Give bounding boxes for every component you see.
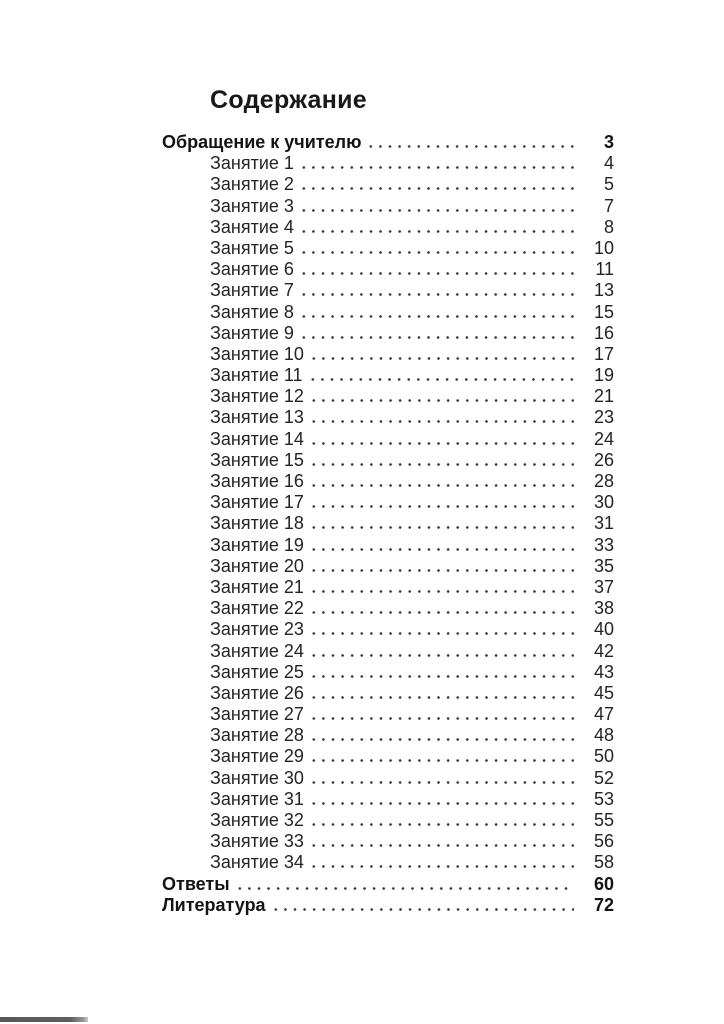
toc-entry-row [162, 238, 614, 259]
dot-leader [309, 357, 574, 360]
dot-leader [309, 590, 574, 593]
toc-entry-page: 50 [593, 746, 614, 767]
toc-entry-label: Занятие 1 [210, 153, 294, 174]
dot-leader [309, 611, 574, 614]
toc-entry-row [162, 852, 614, 873]
toc-entry-page: 31 [593, 513, 614, 534]
toc-entry-row [162, 386, 614, 407]
toc-entry-page: 11 [595, 259, 614, 280]
toc-entry-label: Занятие 10 [210, 343, 304, 364]
dot-leader [299, 209, 574, 212]
toc-entry-page: 7 [603, 195, 614, 216]
toc-entry-page: 3 [603, 132, 614, 152]
dot-leader [309, 569, 574, 572]
toc-entry-label: Занятие 7 [210, 280, 294, 301]
toc-entry-label: Занятие 9 [210, 322, 294, 343]
toc-entry-label: Занятие 3 [210, 195, 294, 216]
toc-entry-page: 24 [593, 428, 614, 449]
toc-entry-page: 60 [593, 873, 614, 894]
toc-entry-row [162, 810, 614, 831]
dot-leader [366, 145, 574, 148]
toc-entry-label: Занятие 12 [210, 386, 304, 407]
toc-entry-label: Занятие 19 [210, 534, 304, 555]
dot-leader [299, 187, 574, 190]
toc-entry-row [162, 683, 614, 704]
toc-entry-label: Занятие 14 [210, 428, 304, 449]
dot-leader [309, 781, 574, 784]
dot-leader [309, 654, 574, 657]
toc-entry-label: Занятие 32 [210, 810, 304, 830]
toc-entry-page: 28 [593, 471, 614, 491]
toc-entry-row [162, 598, 614, 619]
toc-entry-page: 33 [593, 534, 614, 555]
toc-entry-row [162, 302, 614, 323]
toc-entry-page: 13 [593, 280, 614, 301]
toc-entry-label: Занятие 6 [210, 259, 294, 280]
toc-entry-page: 26 [593, 449, 614, 470]
dot-leader [299, 166, 574, 169]
dot-leader [309, 865, 574, 868]
toc-entry-label: Занятие 11 [210, 365, 303, 386]
toc-entry-label: Занятие 21 [210, 576, 304, 597]
toc-entry-page: 56 [593, 831, 614, 852]
toc-entry-page: 58 [593, 852, 614, 873]
toc-entry-label: Ответы [162, 873, 230, 894]
dot-leader [309, 738, 574, 741]
toc-entry-label: Занятие 15 [210, 449, 304, 470]
toc-entry-page: 4 [603, 153, 614, 174]
dot-leader [309, 696, 574, 699]
toc-entry-row [162, 450, 614, 471]
toc-entry-page: 5 [603, 174, 614, 195]
toc-entry-row [162, 831, 614, 852]
toc-entry-row [162, 895, 614, 916]
toc-entry-page: 17 [593, 343, 614, 364]
toc-entry-page: 35 [593, 555, 614, 576]
toc-entry-row [162, 153, 614, 174]
dot-leader [309, 717, 574, 720]
toc-entry-label: Литература [162, 894, 266, 915]
toc-entry-row [162, 662, 614, 683]
dot-leader [309, 802, 574, 805]
dot-leader [309, 505, 574, 508]
dot-leader [309, 442, 574, 445]
toc-list [162, 132, 614, 916]
dot-leader [309, 844, 574, 847]
toc-entry-row [162, 132, 614, 153]
toc-entry-label: Занятие 18 [210, 513, 304, 534]
toc-entry-row [162, 577, 614, 598]
toc-entry-row [162, 174, 614, 195]
page-title: Содержание [210, 86, 368, 114]
toc-entry-page: 55 [593, 810, 614, 830]
scan-artifact-bar [0, 1017, 88, 1022]
dot-leader [309, 463, 574, 466]
toc-entry-label: Занятие 30 [210, 767, 304, 788]
toc-entry-row [162, 535, 614, 556]
toc-entry-page: 53 [593, 788, 614, 809]
toc-entry-row [162, 429, 614, 450]
toc-entry-row [162, 556, 614, 577]
dot-leader [299, 251, 574, 254]
toc-entry-row [162, 196, 614, 217]
toc-entry-row [162, 259, 614, 280]
toc-entry-page: 16 [593, 322, 614, 343]
dot-leader [309, 632, 574, 635]
toc-entry-label: Занятие 34 [210, 852, 304, 873]
toc-entry-page: 21 [593, 386, 614, 407]
dot-leader [235, 887, 574, 890]
toc-entry-page: 23 [593, 407, 614, 428]
dot-leader [308, 378, 574, 381]
dot-leader [299, 315, 574, 318]
dot-leader [309, 759, 574, 762]
dot-leader [309, 399, 574, 402]
toc-entry-row [162, 874, 614, 895]
toc-entry-page: 19 [593, 365, 614, 386]
toc-entry-label: Занятие 29 [210, 746, 304, 767]
toc-entry-label: Занятие 24 [210, 640, 304, 661]
toc-entry-label: Занятие 28 [210, 725, 304, 746]
toc-entry-label: Занятие 13 [210, 407, 304, 428]
toc-entry-row [162, 471, 614, 492]
toc-entry-label: Обращение к учителю [162, 132, 362, 152]
toc-entry-page: 52 [593, 767, 614, 788]
toc-entry-row [162, 725, 614, 746]
toc-entry-page: 15 [593, 301, 614, 322]
toc-entry-page: 37 [593, 576, 614, 597]
toc-entry-label: Занятие 33 [210, 831, 304, 852]
dot-leader [309, 548, 574, 551]
toc-entry-label: Занятие 23 [210, 619, 304, 640]
toc-entry-row [162, 280, 614, 301]
toc-entry-row [162, 746, 614, 767]
dot-leader [299, 336, 574, 339]
toc-entry-row [162, 641, 614, 662]
toc-entry-row [162, 344, 614, 365]
toc-entry-label: Занятие 8 [210, 301, 294, 322]
toc-entry-label: Занятие 4 [210, 216, 294, 237]
toc-entry-page: 38 [593, 598, 614, 619]
toc-entry-label: Занятие 17 [210, 492, 304, 513]
toc-entry-page: 43 [593, 661, 614, 682]
toc-entry-page: 42 [593, 640, 614, 661]
toc-entry-row [162, 365, 614, 386]
toc-entry-page: 48 [593, 725, 614, 746]
toc-entry-label: Занятие 31 [210, 788, 304, 809]
toc-entry-row [162, 768, 614, 789]
toc-entry-label: Занятие 16 [210, 471, 304, 491]
toc-entry-page: 47 [593, 704, 614, 725]
toc-entry-label: Занятие 27 [210, 704, 304, 725]
toc-entry-label: Занятие 26 [210, 682, 304, 703]
toc-entry-page: 30 [593, 492, 614, 513]
toc-entry-row [162, 323, 614, 344]
toc-entry-row [162, 704, 614, 725]
toc-entry-row [162, 217, 614, 238]
toc-entry-row [162, 513, 614, 534]
toc-entry-label: Занятие 2 [210, 174, 294, 195]
toc-entry-page: 10 [593, 237, 614, 258]
toc-entry-label: Занятие 22 [210, 598, 304, 619]
toc-entry-row [162, 492, 614, 513]
dot-leader [299, 272, 574, 275]
dot-leader [309, 420, 574, 423]
toc-entry-row [162, 407, 614, 428]
toc-entry-page: 45 [593, 682, 614, 703]
dot-leader [309, 823, 574, 826]
dot-leader [309, 675, 574, 678]
table-of-contents [162, 86, 614, 916]
toc-entry-page: 40 [593, 619, 614, 640]
dot-leader [309, 526, 574, 529]
toc-entry-row [162, 789, 614, 810]
dot-leader [309, 484, 574, 487]
dot-leader [271, 908, 574, 911]
toc-entry-page: 72 [593, 894, 614, 915]
toc-entry-label: Занятие 25 [210, 661, 304, 682]
toc-entry-label: Занятие 20 [210, 555, 304, 576]
toc-entry-row [162, 619, 614, 640]
dot-leader [299, 230, 574, 233]
toc-entry-label: Занятие 5 [210, 237, 294, 258]
dot-leader [299, 293, 574, 296]
toc-entry-page: 8 [603, 216, 614, 237]
